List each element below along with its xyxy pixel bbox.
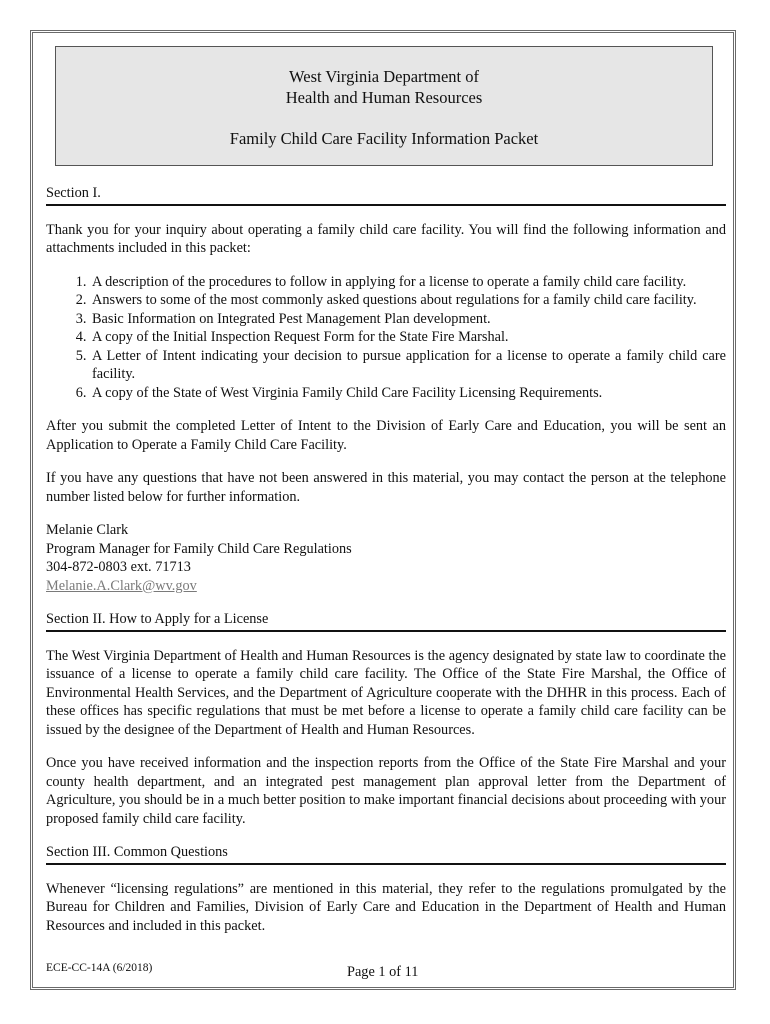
contact-phone: 304-872-0803 ext. 71713	[46, 559, 191, 575]
document-body	[46, 184, 726, 950]
section-1-heading: Section I.	[46, 184, 726, 206]
section-2-paragraph-2: Once you have received information and the inspection reports from the Office of the State Fire Marshal and your county health department, and an integrated pest management plan approval letter from the Department of Agriculture, you should be in a much better position to make important financial decisions about proceeding with your proposed family child care facility.	[46, 755, 726, 827]
list-item: 5. A Letter of Intent indicating your decision to pursue application for a license to operate a family child care facility.	[90, 347, 726, 384]
list-item: 2. Answers to some of the most commonly asked questions about regulations for a family child care facility.	[90, 291, 726, 310]
packet-contents-list	[46, 273, 726, 403]
contact-title: Program Manager for Family Child Care Regulations	[46, 540, 352, 557]
questions-paragraph: If you have any questions that have not been answered in this material, you may contact the person at the telephone number listed below for further information.	[46, 470, 726, 505]
document-title: Family Child Care Facility Information Packet	[229, 129, 539, 148]
contact-email-link[interactable]: Melanie.A.Clark@wv.gov	[46, 577, 197, 594]
page-number: Page 1 of 11	[347, 964, 419, 980]
section-2-paragraph-1: The West Virginia Department of Health and Human Resources is the agency designated by state law to coordinate the issuance of a license to operate a family child care facility. The Office of the State Fire Marshal, the Office of Environmental Health Services, and the Department of Agriculture cooperate with the DHHR in this process. Each of these offices has specific regulations that must be met before a license to operate a family child care facility can be issued by the designee of the Department of Health and Human Resources.	[46, 647, 726, 738]
header-agency-line2: Health and Human Resources	[285, 88, 483, 107]
contact-name: Melanie Clark	[46, 522, 129, 538]
title-box	[55, 46, 713, 166]
header-agency-line1: West Virginia Department of	[289, 67, 479, 86]
section-3-paragraph-1: Whenever “licensing regulations” are mentioned in this material, they refer to the regulations promulgated by the Bureau for Children and Families, Division of Early Care and Education in the Department of Health and Human Resources and included in this packet.	[46, 880, 726, 934]
letter-of-intent-paragraph: After you submit the completed Letter of Intent to the Division of Early Care and Education, you will be sent an Application to Operate a Family Child Care Facility.	[46, 418, 726, 453]
section-2-heading: Section II. How to Apply for a License	[46, 610, 726, 632]
form-code: ECE-CC-14A (6/2018)	[46, 962, 153, 974]
section-1-intro: Thank you for your inquiry about operating a family child care facility. You will find the following information and attachments included in this packet:	[46, 221, 726, 256]
list-item: 6. A copy of the State of West Virginia Family Child Care Facility Licensing Requirements.	[90, 384, 726, 403]
list-item: 1. A description of the procedures to follow in applying for a license to operate a family child care facility.	[90, 273, 726, 292]
list-item: 4. A copy of the Initial Inspection Request Form for the State Fire Marshal.	[90, 328, 726, 347]
section-3-heading: Section III. Common Questions	[46, 843, 726, 865]
contact-block	[46, 521, 726, 595]
list-item: 3. Basic Information on Integrated Pest Management Plan development.	[90, 310, 726, 329]
